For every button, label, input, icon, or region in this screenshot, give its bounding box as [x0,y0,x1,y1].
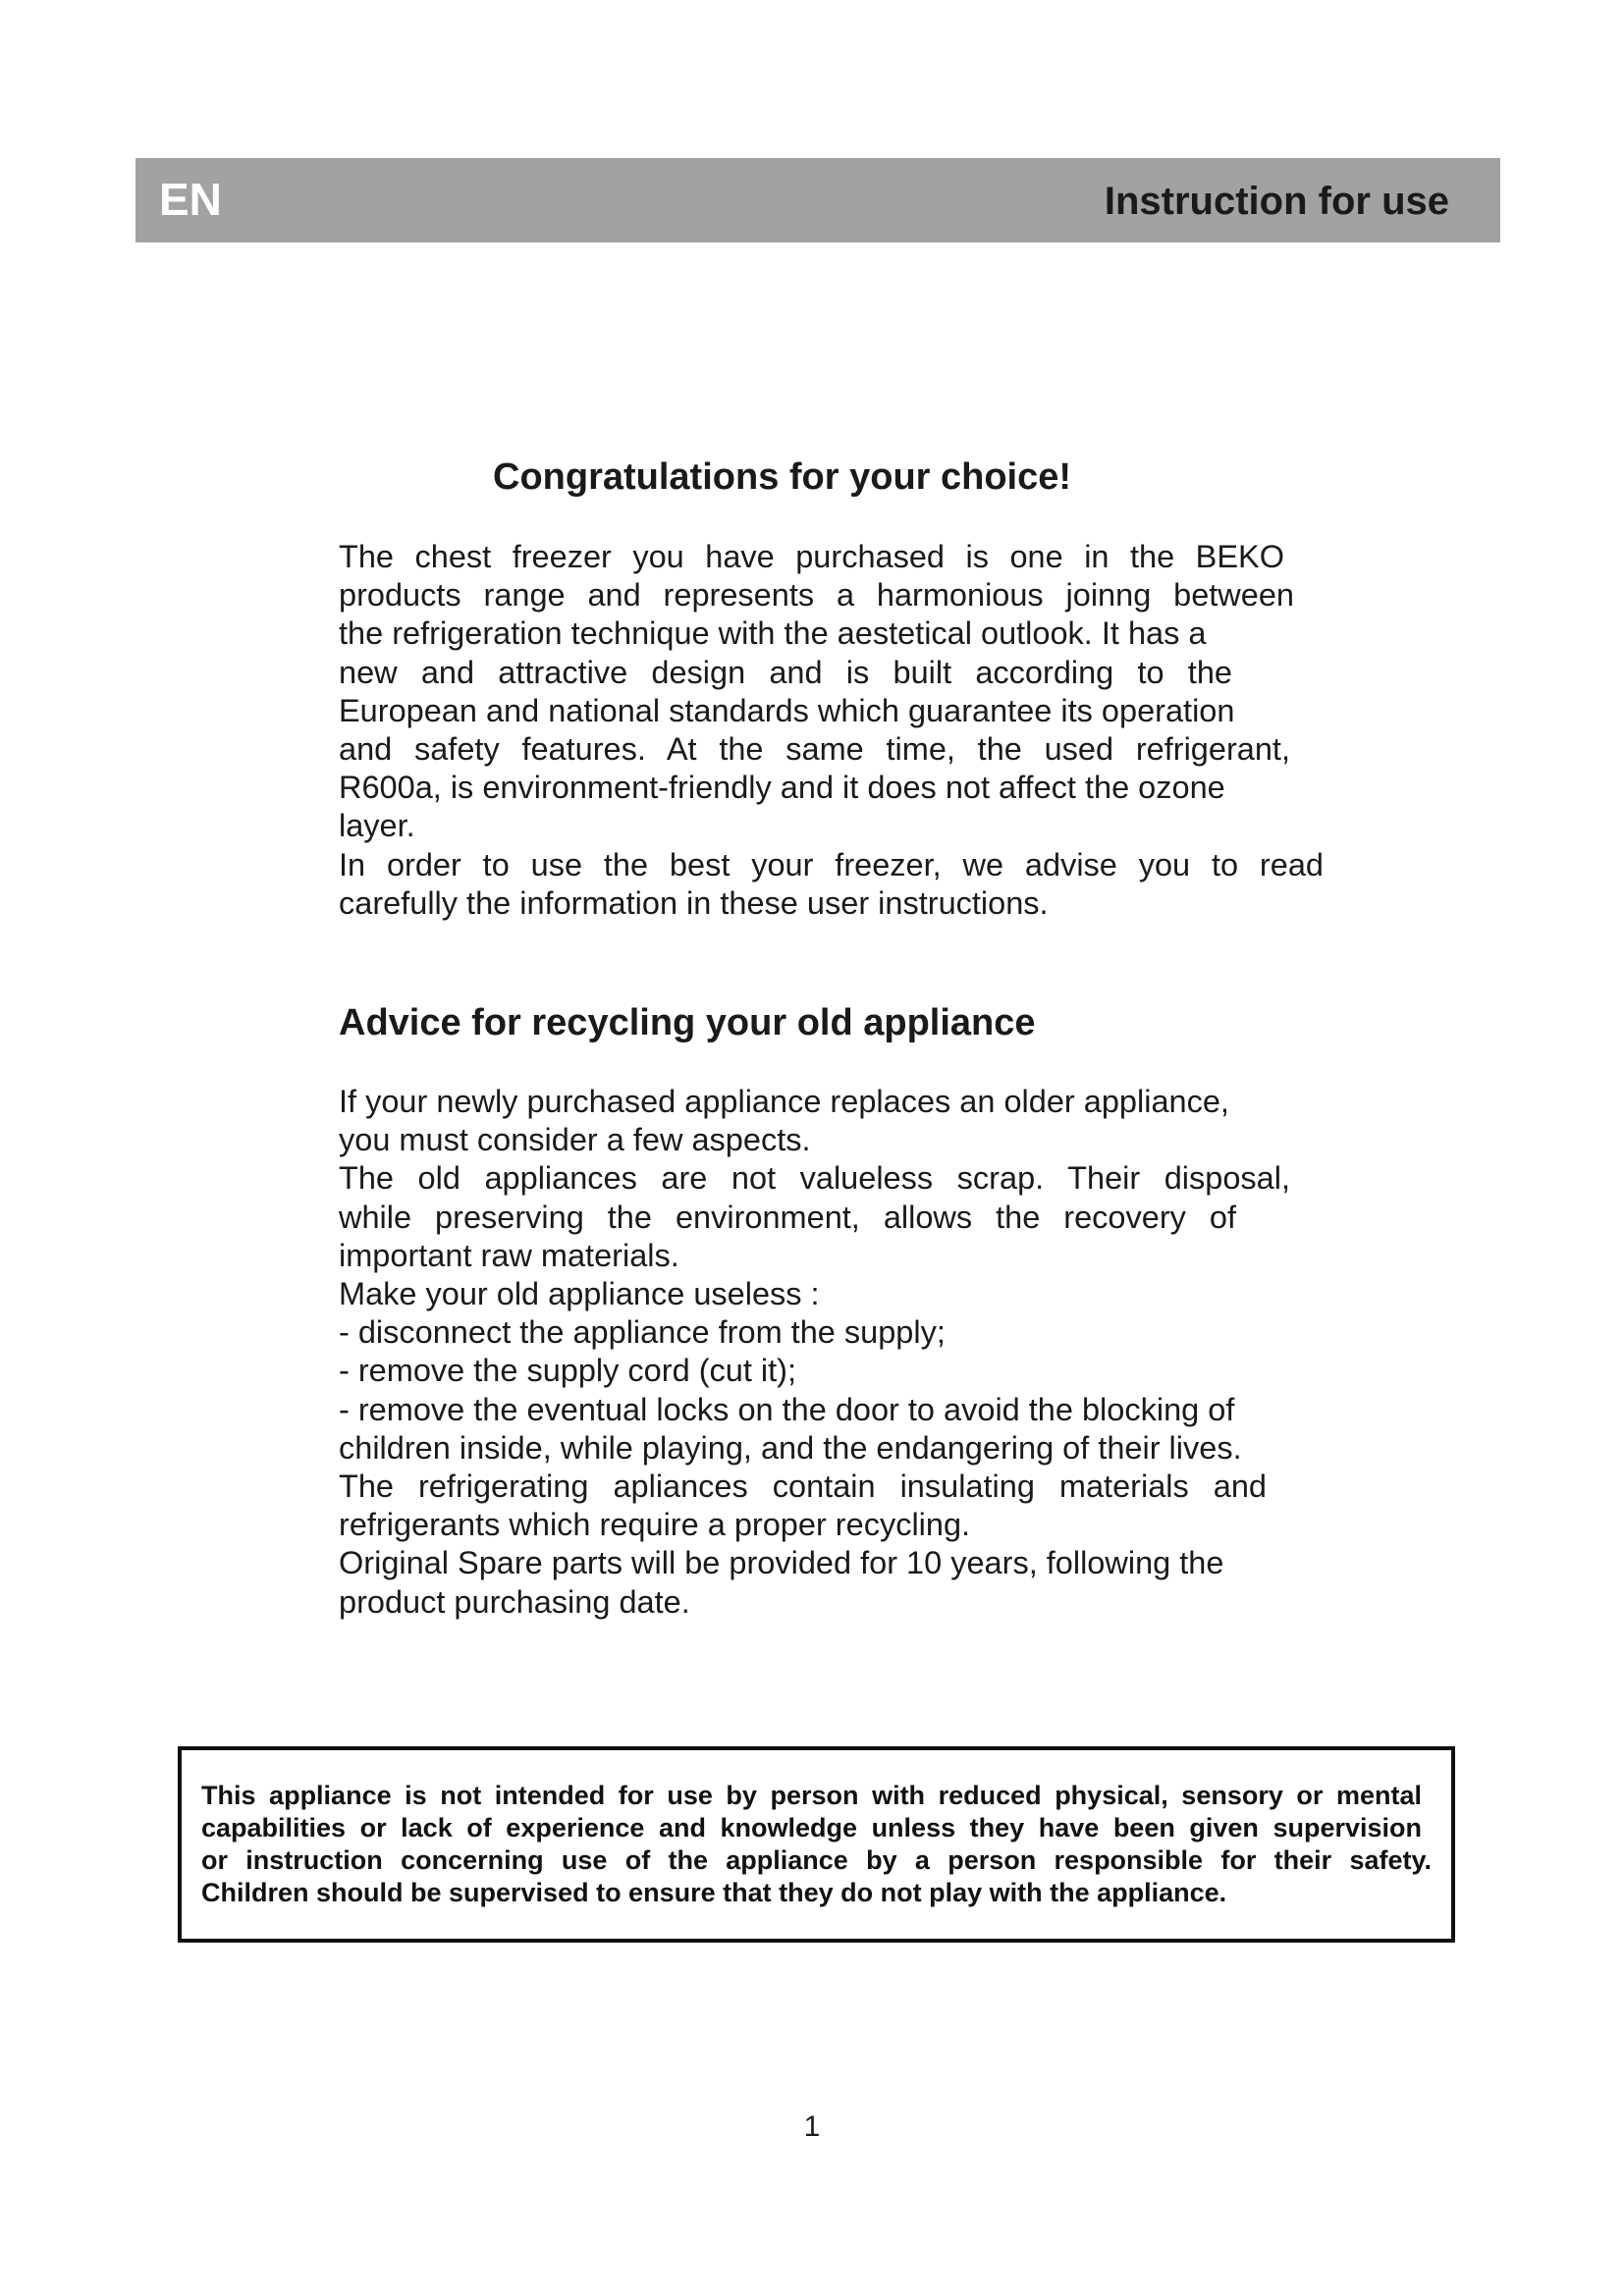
warning-line: Children should be supervised to ensure that they do not play with the appliance. [201,1878,1227,1907]
recycling-paragraph [339,1083,1324,1622]
safety-warning-box [178,1746,1455,1943]
page-number: 1 [803,2110,821,2143]
text-line: Make your old appliance useless : [339,1276,820,1312]
text-line: The chest freezer you have purchased is one in the BEKO [339,539,1284,574]
text-line: carefully the information in these user instructions. [339,884,1049,921]
text-line: children inside, while playing, and the endangering of their lives. [339,1429,1242,1466]
text-line: The old appliances are not valueless scrap. Their disposal, [339,1160,1290,1197]
text-line: the refrigeration technique with the aestetical outlook. It has a [339,615,1207,652]
text-line: Original Spare parts will be provided for 10 years, following the [339,1545,1224,1581]
language-code: EN [159,174,222,225]
text-line: R600a, is environment-friendly and it does not affect the ozone [339,770,1225,806]
text-line: The refrigerating apliances contain insulating materials and [339,1468,1267,1505]
warning-line: capabilities or lack of experience and knowledge unless they have been given supervision [201,1813,1422,1842]
text-line: products range and represents a harmonious joinng between [339,577,1294,614]
warning-line: or instruction concerning use of the appliance by a person responsible for their safety. [201,1845,1432,1875]
safety-warning-text [201,1780,1432,1909]
header-bar [135,158,1500,242]
congratulations-heading: Congratulations for your choice! [493,456,1072,498]
text-line: - disconnect the appliance from the supply; [339,1314,946,1351]
text-line: and safety features. At the same time, the used refrigerant, [339,731,1290,768]
text-line: while preserving the environment, allows the recovery of [339,1199,1236,1235]
text-line: refrigerants which require a proper recycling. [339,1507,971,1543]
intro-paragraph [339,538,1324,923]
text-line: In order to use the best your freezer, we advise you to read [339,846,1324,882]
text-line: new and attractive design and is built according to the [339,654,1232,690]
text-line: European and national standards which guarantee its operation [339,692,1235,728]
warning-line: This appliance is not intended for use by person with reduced physical, sensory or mental [201,1781,1422,1810]
text-line: product purchasing date. [339,1583,690,1620]
text-line: important raw materials. [339,1237,679,1273]
text-line: - remove the supply cord (cut it); [339,1353,796,1389]
document-title: Instruction for use [1104,180,1449,223]
recycling-heading: Advice for recycling your old appliance [339,1002,1036,1043]
text-line: - remove the eventual locks on the door to avoid the blocking of [339,1391,1235,1427]
text-line: you must consider a few aspects. [339,1122,811,1158]
text-line: layer. [339,808,415,844]
text-line: If your newly purchased appliance replaces an older appliance, [339,1084,1229,1119]
